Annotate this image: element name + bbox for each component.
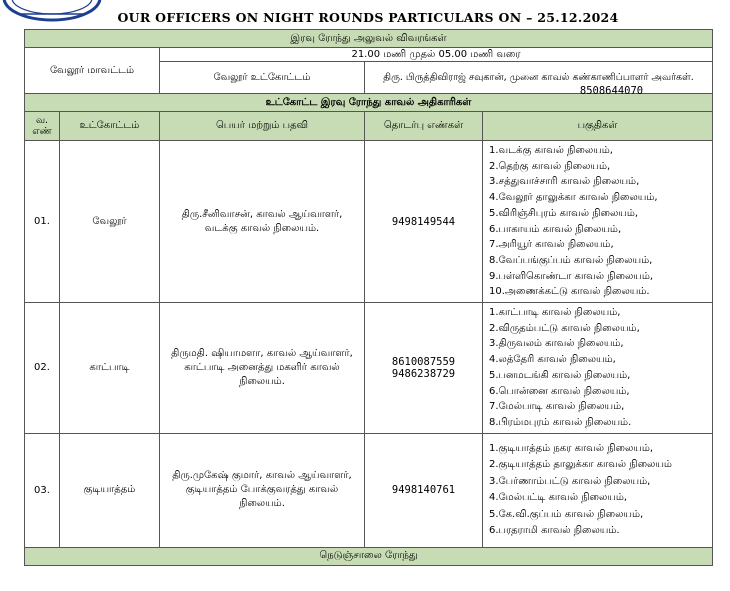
district-row: [25, 48, 713, 62]
phone-number: 9498149544: [391, 215, 456, 228]
area-item: 4.வேலூர் தாலுக்கா காவல் நிலையம்,: [489, 192, 658, 204]
row-officer-name: திருமதி. ஷியாமளா, காவல் ஆய்வாளர், காட்பாடி அனைத்து மகளிர் காவல் நிலையம்.: [160, 303, 365, 434]
table-row: [25, 141, 713, 303]
footer-band-row: [25, 547, 713, 565]
row-sno: 03.: [25, 433, 60, 547]
area-item: 1.காட்பாடி காவல் நிலையம்,: [489, 307, 621, 319]
row-sno: 02.: [25, 303, 60, 434]
area-item: 5.விரிஞ்சிபுரம் காவல் நிலையம்,: [489, 207, 639, 219]
col-header-areas: பகுதிகள்: [483, 112, 713, 141]
night-rounds-table: [24, 29, 713, 566]
area-item: 1.குடியாத்தம் நகர காவல் நிலையம்,: [489, 442, 654, 454]
area-item: 3.சத்துவாச்சாரி காவல் நிலையம்,: [489, 176, 640, 188]
area-item: 4.லத்தேரி காவல் நிலையம்,: [489, 354, 616, 366]
area-item: 2.தெற்கு காவல் நிலையம்,: [489, 160, 611, 172]
table-row: [25, 303, 713, 434]
subtitle-band: இரவு ரோந்து அலுவல் விவரங்கள்: [25, 30, 713, 48]
row-phone: [365, 433, 483, 547]
area-item: 2.விருதம்பட்டு காவல் நிலையம்,: [489, 322, 640, 334]
area-item: 1.வடக்கு காவல் நிலையம்,: [489, 145, 613, 156]
row-officer-name: திரு.முகேஷ் குமார், காவல் ஆய்வாளர், குடியாத்தம் போக்குவரத்து காவல் நிலையம்.: [160, 433, 365, 547]
phone-number: 9498140761: [391, 484, 456, 497]
row-phone: [365, 141, 483, 303]
phone-number: 8610087559: [391, 355, 456, 368]
col-header-subdivision: உட்கோட்டம்: [60, 112, 160, 141]
area-item: 10.அணைக்கட்டு காவல் நிலையம்.: [489, 286, 650, 298]
district-subdivision: வேலூர் உட்கோட்டம்: [160, 62, 365, 94]
column-header-row: [25, 112, 713, 141]
time-range: 21.00 மணி முதல் 05.00 மணி வரை: [160, 48, 713, 62]
row-subdivision: காட்பாடி: [60, 303, 160, 434]
row-areas: [483, 303, 713, 434]
district-label: வேலூர் மாவட்டம்: [25, 48, 160, 94]
area-item: 4.மேல்பட்டி காவல் நிலையம்,: [489, 492, 628, 504]
district-phone: 8508644070: [579, 85, 644, 97]
area-item: 3.திருவலம் காவல் நிலையம்,: [489, 338, 624, 350]
phone-number: 9486238729: [391, 367, 456, 380]
row-areas: [483, 141, 713, 303]
area-item: 2.குடியாத்தம் தாலுக்கா காவல் நிலையம்: [489, 459, 672, 471]
row-subdivision: குடியாத்தம்: [60, 433, 160, 547]
row-subdivision: வேலூர்: [60, 141, 160, 303]
area-item: 9.பள்ளிகொண்டா காவல் நிலையம்,: [489, 270, 654, 282]
area-item: 6.பொன்னை காவல் நிலையம்,: [489, 385, 630, 397]
col-header-phone: தொடர்பு எண்கள்: [365, 112, 483, 141]
area-item: 7.அரியூர் காவல் நிலையம்,: [489, 239, 614, 251]
col-header-name: பெயர் மற்றும் பதவி: [160, 112, 365, 141]
area-item: 7.மேல்பாடி காவல் நிலையம்,: [489, 401, 625, 413]
row-phone: [365, 303, 483, 434]
area-item: 5.பனமடங்கி காவல் நிலையம்,: [489, 369, 631, 381]
district-officer: திரு. பிருத்திவிராஜ் சவுகான், முனை காவல் கண்காணிப்பாளர் அவர்கள்.: [365, 62, 713, 94]
page-title: OUR OFFICERS ON NIGHT ROUNDS PARTICULARS ON – 25.12.2024: [117, 10, 619, 25]
area-item: 8.பிரம்மபுரம் காவல் நிலையம்.: [489, 416, 632, 428]
area-item: 3.பேர்ணாம்பட்டு காவல் நிலையம்,: [489, 475, 651, 487]
area-item: 6.பரதராமி காவல் நிலையம்.: [489, 525, 620, 537]
row-sno: 01.: [25, 141, 60, 303]
subtitle-row: [25, 30, 713, 48]
col-header-sno: வ. எண்: [25, 112, 60, 141]
table-row: [25, 433, 713, 547]
footer-band: நெடுஞ்சாலை ரோந்து: [25, 547, 713, 565]
row-areas: [483, 433, 713, 547]
area-item: 6.பாகாயம் காவல் நிலையம்,: [489, 223, 622, 235]
row-officer-name: திரு.சீனிவாசன், காவல் ஆய்வாளர், வடக்கு காவல் நிலையம்.: [160, 141, 365, 303]
area-item: 8.வேப்பங்குப்பம் காவல் நிலையம்,: [489, 254, 653, 266]
section-title-band: உட்கோட்ட இரவு ரோந்து காவல் அதிகாரிகள்: [25, 94, 713, 112]
area-item: 5.கே.வி.குப்பம் காவல் நிலையம்,: [489, 508, 644, 520]
